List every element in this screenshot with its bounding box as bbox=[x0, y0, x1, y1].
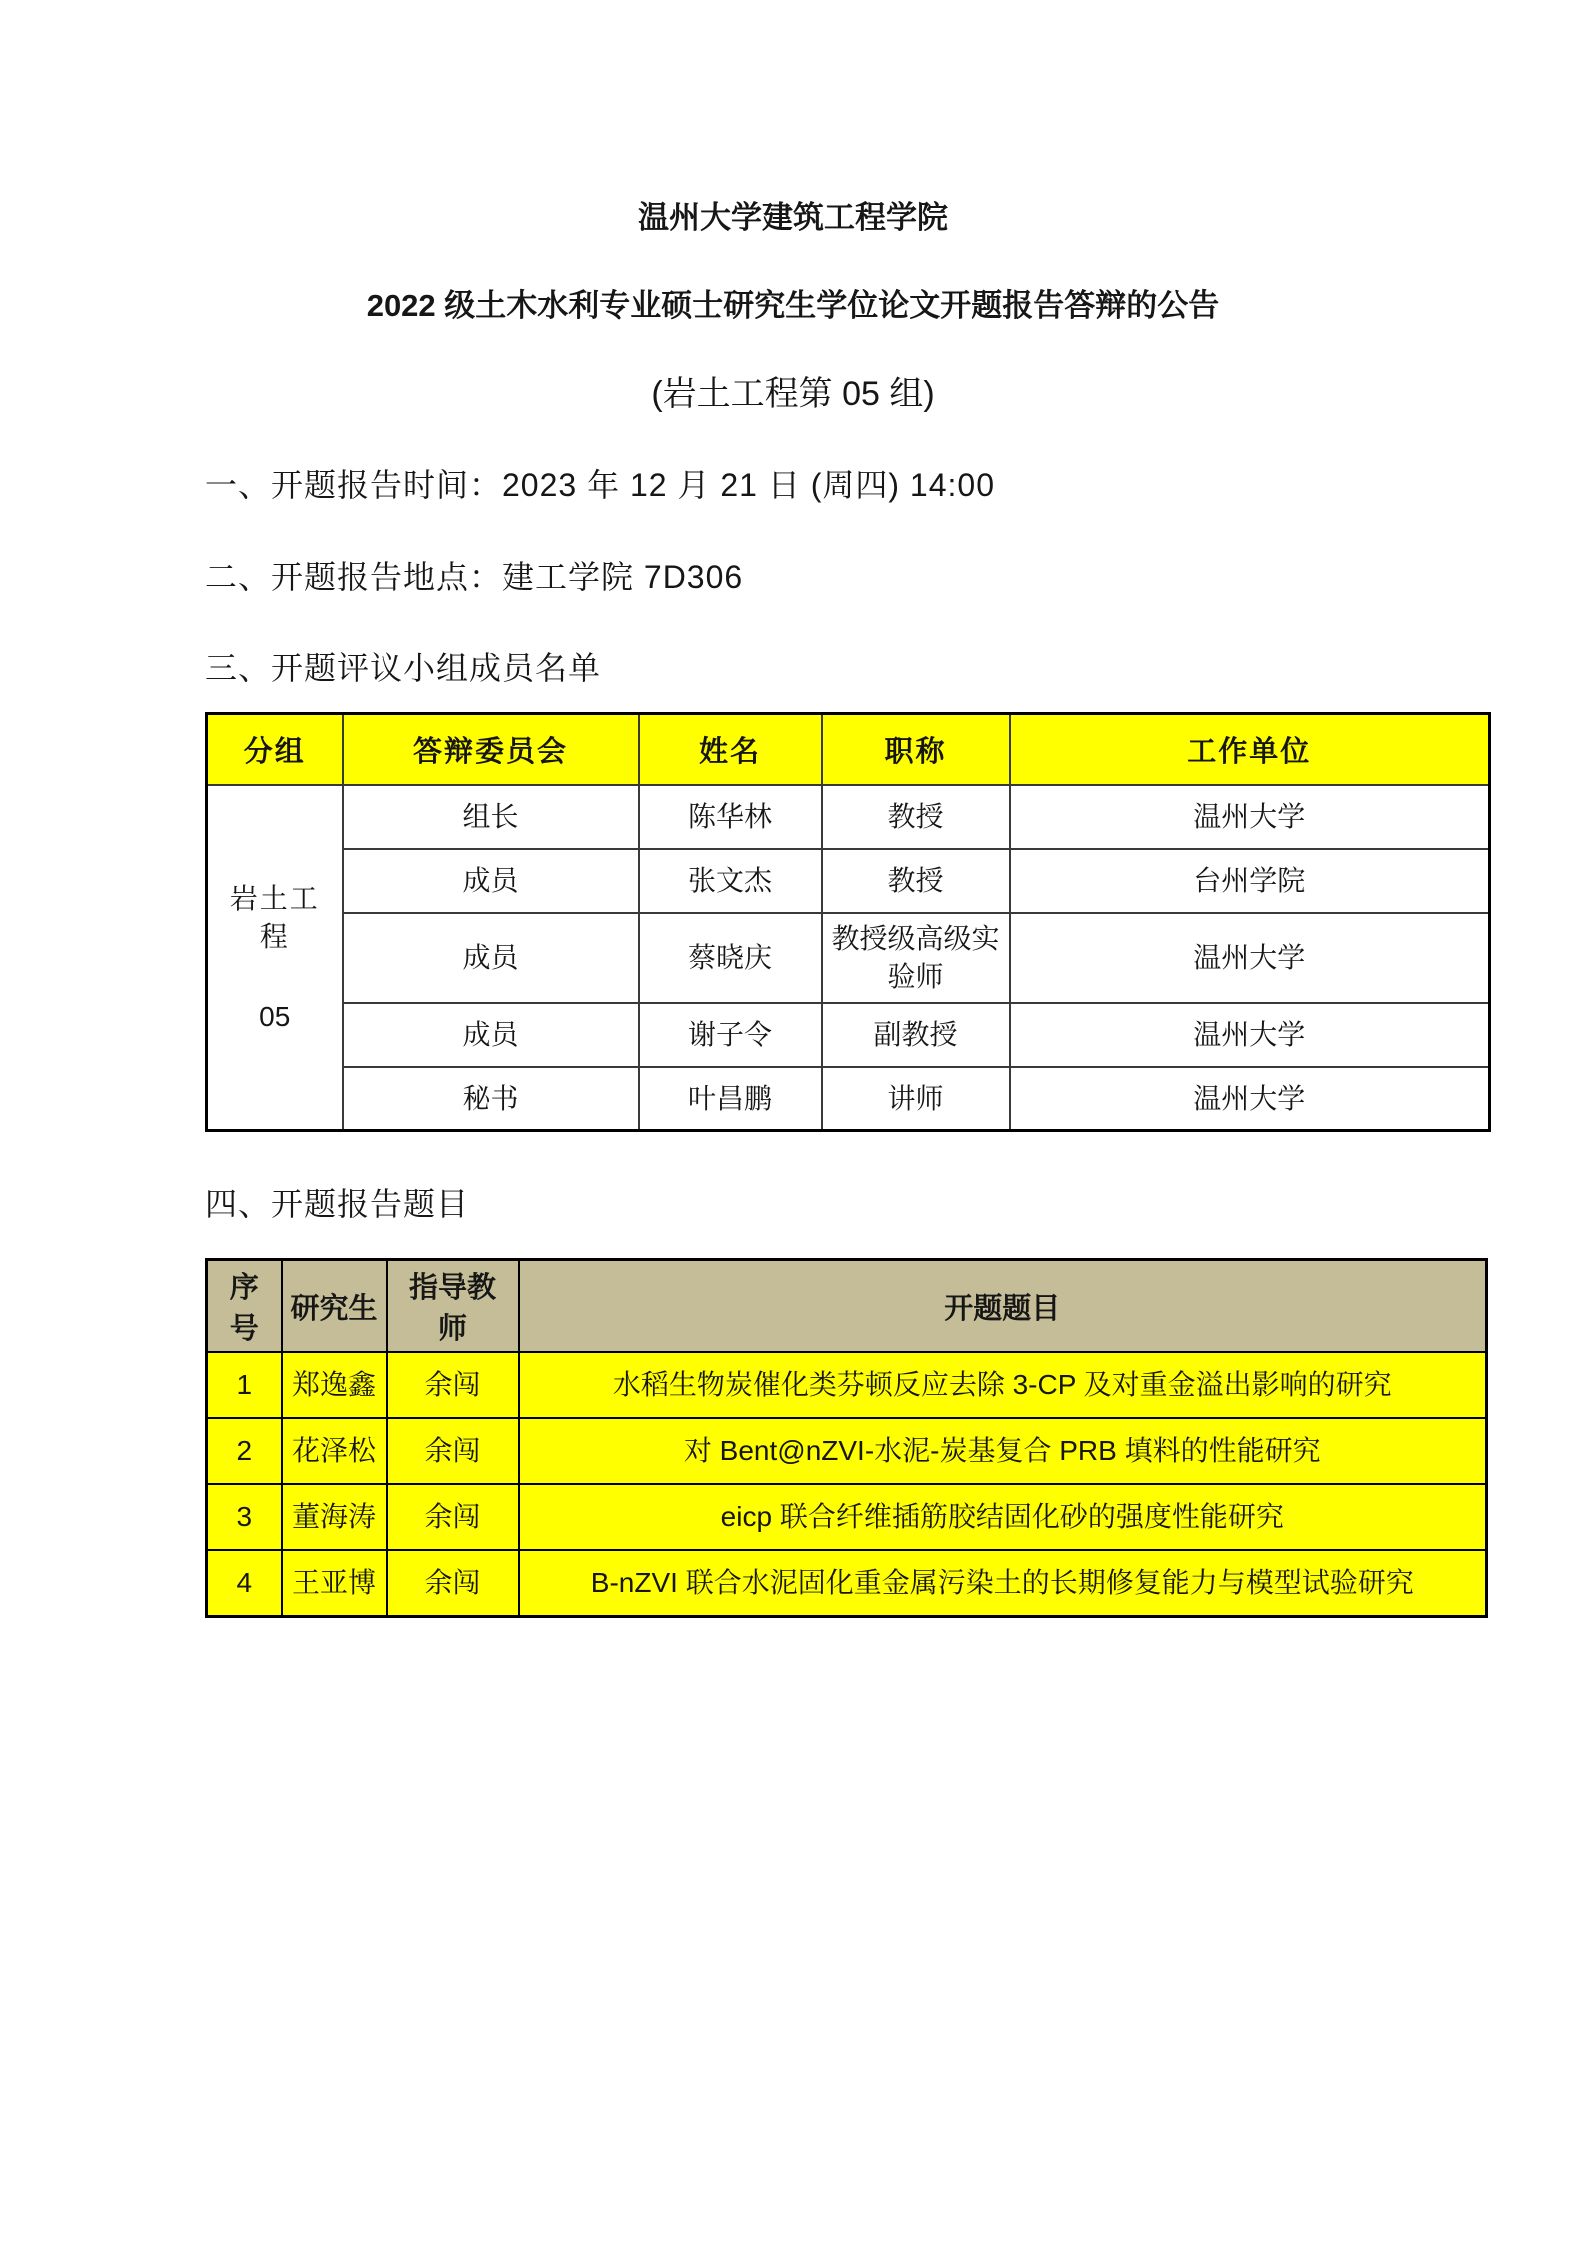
committee-row bbox=[207, 1067, 1490, 1131]
committee-title: 讲师 bbox=[822, 1067, 1010, 1131]
topics-header-advisor: 指导教师 bbox=[387, 1260, 519, 1353]
topics-header-no: 序号 bbox=[207, 1260, 282, 1353]
topic-no: 1 bbox=[207, 1352, 282, 1418]
topic-row bbox=[207, 1418, 1487, 1484]
document-subtitle: 2022 级土木水利专业硕士研究生学位论文开题报告答辩的公告 bbox=[366, 288, 1220, 324]
committee-header-title: 职称 bbox=[822, 713, 1010, 785]
topic-advisor: 余闯 bbox=[387, 1550, 519, 1616]
section-topics-heading: 四、开题报告题目 bbox=[205, 1186, 470, 1223]
committee-role: 成员 bbox=[343, 913, 639, 1003]
committee-role: 成员 bbox=[343, 1003, 639, 1067]
committee-title: 教授 bbox=[822, 849, 1010, 913]
committee-name: 陈华林 bbox=[639, 785, 822, 849]
committee-title: 副教授 bbox=[822, 1003, 1010, 1067]
committee-row bbox=[207, 849, 1490, 913]
topic-student: 郑逸鑫 bbox=[282, 1352, 387, 1418]
committee-role: 成员 bbox=[343, 849, 639, 913]
committee-table bbox=[205, 712, 1491, 1133]
committee-title: 教授级高级实验师 bbox=[822, 913, 1010, 1003]
committee-name: 谢子令 bbox=[639, 1003, 822, 1067]
committee-title: 教授 bbox=[822, 785, 1010, 849]
committee-role: 组长 bbox=[343, 785, 639, 849]
topic-row bbox=[207, 1484, 1487, 1550]
topic-advisor: 余闯 bbox=[387, 1418, 519, 1484]
committee-header-row bbox=[207, 713, 1490, 785]
committee-header-unit: 工作单位 bbox=[1010, 713, 1490, 785]
topic-advisor: 余闯 bbox=[387, 1484, 519, 1550]
topics-header-student: 研究生 bbox=[282, 1260, 387, 1353]
topic-title: 水稻生物炭催化类芬顿反应去除 3-CP 及对重金溢出影响的研究 bbox=[519, 1352, 1487, 1418]
topic-row bbox=[207, 1550, 1487, 1616]
group-line: (岩土工程第 05 组) bbox=[651, 374, 935, 413]
committee-unit: 温州大学 bbox=[1010, 1003, 1490, 1067]
committee-row bbox=[207, 785, 1490, 849]
committee-role: 秘书 bbox=[343, 1067, 639, 1131]
committee-unit: 温州大学 bbox=[1010, 913, 1490, 1003]
document-title: 温州大学建筑工程学院 bbox=[638, 200, 948, 235]
topic-no: 4 bbox=[207, 1550, 282, 1616]
topic-title: eicp 联合纤维插筋胶结固化砂的强度性能研究 bbox=[519, 1484, 1487, 1550]
topic-title: 对 Bent@nZVI-水泥-炭基复合 PRB 填料的性能研究 bbox=[519, 1418, 1487, 1484]
topic-title: B-nZVI 联合水泥固化重金属污染土的长期修复能力与模型试验研究 bbox=[519, 1550, 1487, 1616]
committee-name: 张文杰 bbox=[639, 849, 822, 913]
topics-table bbox=[205, 1258, 1488, 1618]
committee-name: 蔡晓庆 bbox=[639, 913, 822, 1003]
committee-unit: 温州大学 bbox=[1010, 785, 1490, 849]
committee-row bbox=[207, 1003, 1490, 1067]
committee-header-group: 分组 bbox=[207, 713, 343, 785]
committee-name: 叶昌鹏 bbox=[639, 1067, 822, 1131]
topic-student: 董海涛 bbox=[282, 1484, 387, 1550]
topic-student: 花泽松 bbox=[282, 1418, 387, 1484]
topic-no: 3 bbox=[207, 1484, 282, 1550]
topic-advisor: 余闯 bbox=[387, 1352, 519, 1418]
committee-group-number: 05 bbox=[259, 1000, 291, 1032]
committee-header-role: 答辩委员会 bbox=[343, 713, 639, 785]
topics-header-row bbox=[207, 1260, 1487, 1353]
section-committee-heading: 三、开题评议小组成员名单 bbox=[205, 650, 602, 687]
committee-header-name: 姓名 bbox=[639, 713, 822, 785]
section-report-time: 一、开题报告时间：2023 年 12 月 21 日 (周四) 14:00 bbox=[205, 467, 996, 504]
section-report-location: 二、开题报告地点：建工学院 7D306 bbox=[205, 558, 744, 595]
topics-header-topic: 开题题目 bbox=[519, 1260, 1487, 1353]
committee-group-cell bbox=[207, 785, 343, 1131]
topic-row bbox=[207, 1352, 1487, 1418]
committee-row bbox=[207, 913, 1490, 1003]
topic-no: 2 bbox=[207, 1418, 282, 1484]
committee-unit: 台州学院 bbox=[1010, 849, 1490, 913]
topic-student: 王亚博 bbox=[282, 1550, 387, 1616]
committee-unit: 温州大学 bbox=[1010, 1067, 1490, 1131]
committee-group-name: 岩土工程 bbox=[229, 883, 320, 953]
